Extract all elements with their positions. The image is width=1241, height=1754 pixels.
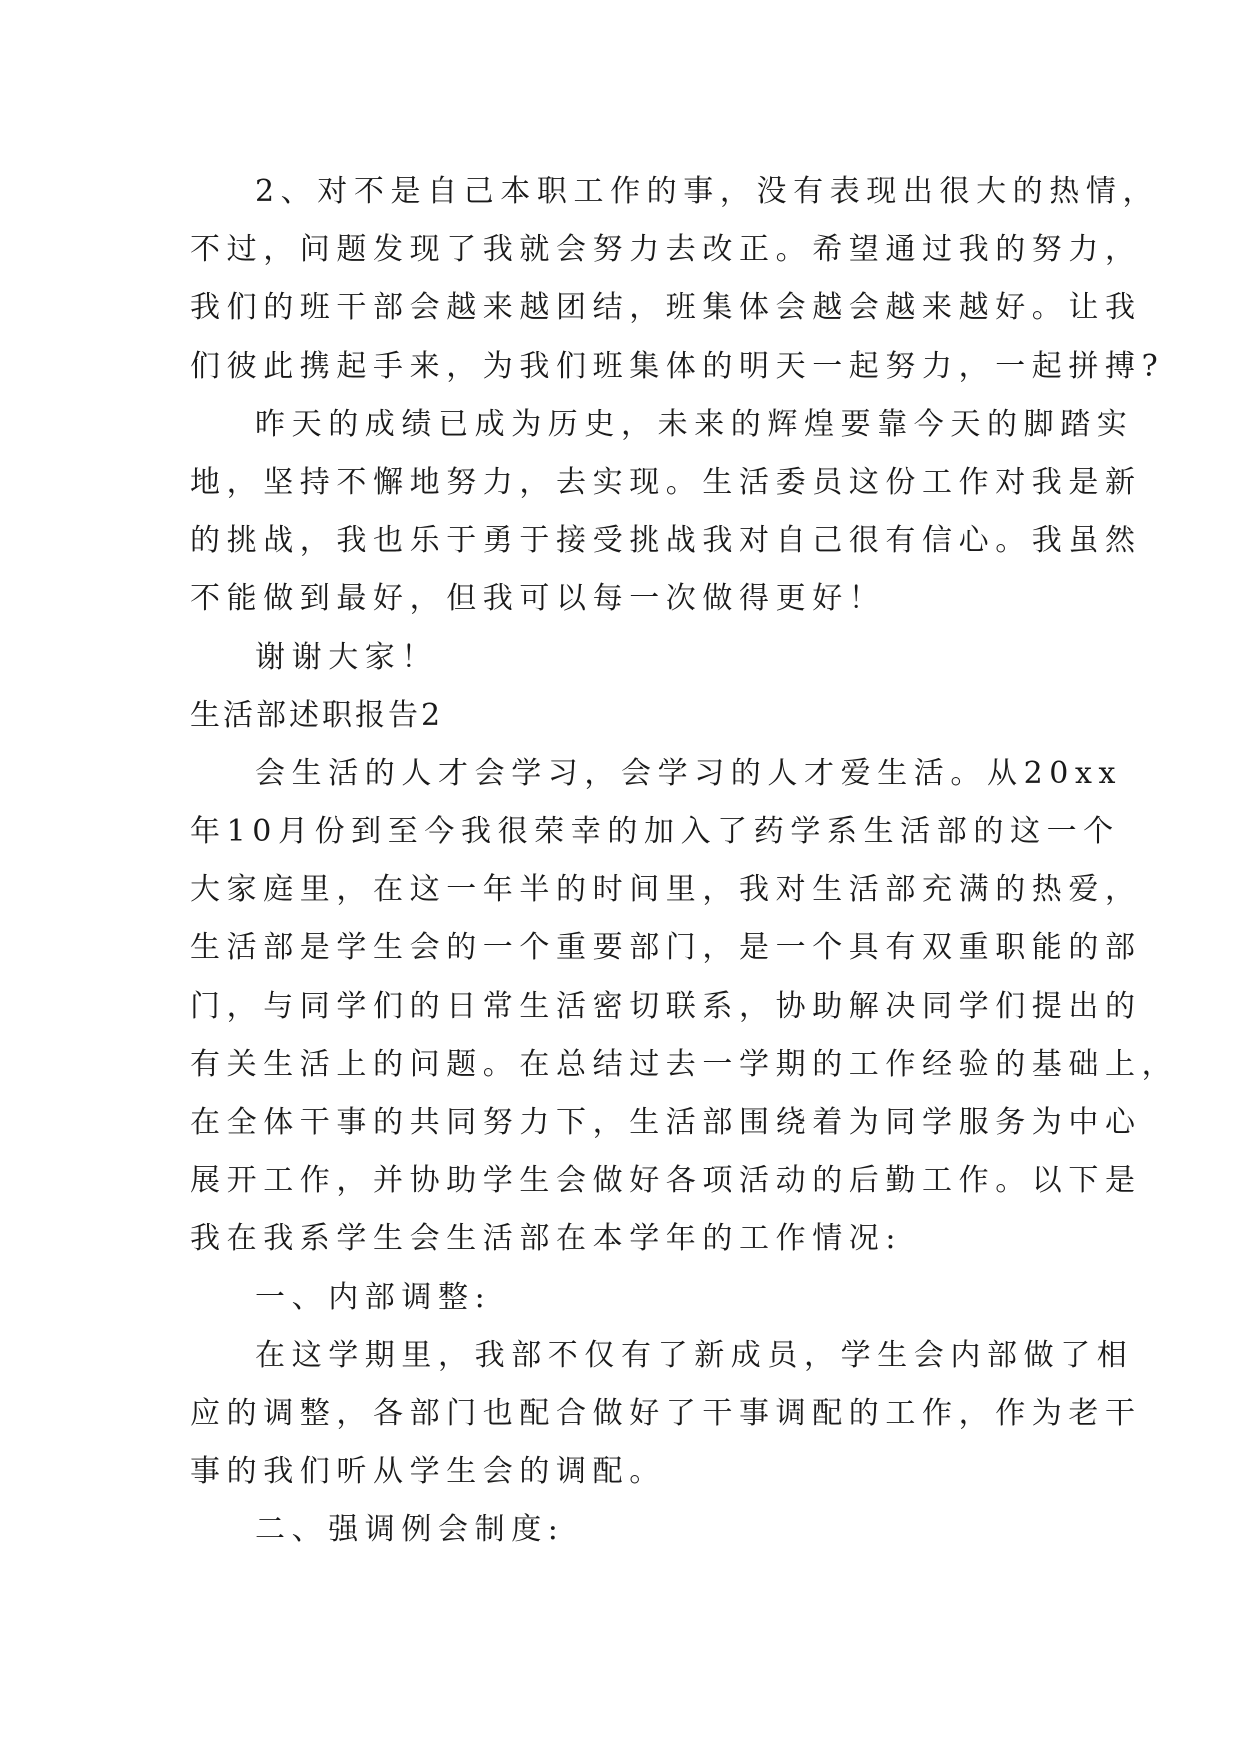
text-line: 会生活的人才会学习，会学习的人才爱生活。从20xx [255,755,1123,791]
text-line: 事的我们听从学生会的调配。 [190,1454,666,1490]
section-heading: 生活部述职报告2 [190,697,444,733]
text-line: 有关生活上的问题。在总结过去一学期的工作经验的基础上， [190,1046,1179,1082]
text-line: 谢谢大家！ [255,639,438,675]
text-line: 一、内部调整: [255,1279,492,1315]
text-line: 2、对不是自己本职工作的事，没有表现出很大的热情， [255,174,1160,209]
text-line: 我在我系学生会生活部在本学年的工作情况: [190,1221,903,1257]
text-line: 年10月份到至今我很荣幸的加入了药学系生活部的这一个 [190,814,1120,850]
document-body [190,163,1179,1560]
text-line: 大家庭里，在这一年半的时间里，我对生活部充满的热爱， [190,872,1142,908]
text-line: 我们的班干部会越来越团结，班集体会越会越来越好。让我 [190,290,1142,326]
text-line: 门，与同学们的日常生活密切联系，协助解决同学们提出的 [190,988,1142,1024]
text-line: 在全体干事的共同努力下，生活部围绕着为同学服务为中心 [190,1105,1142,1140]
text-line: 不能做到最好，但我可以每一次做得更好！ [190,581,886,617]
text-line: 应的调整，各部门也配合做好了干事调配的工作，作为老干 [190,1395,1142,1431]
text-line: 昨天的成绩已成为历史，未来的辉煌要靠今天的脚踏实 [255,406,1134,442]
text-line: 二、强调例会制度: [255,1512,565,1548]
text-line: 的挑战，我也乐于勇于接受挑战我对自己很有信心。我虽然 [190,523,1142,559]
text-line: 展开工作，并协助学生会做好各项活动的后勤工作。以下是 [190,1163,1142,1199]
text-line: 生活部是学生会的一个重要部门，是一个具有双重职能的部 [190,930,1142,966]
text-line: 们彼此携起手来，为我们班集体的明天一起努力，一起拼搏? [190,348,1165,384]
text-line: 在这学期里，我部不仅有了新成员，学生会内部做了相 [255,1337,1134,1373]
text-line: 不过，问题发现了我就会努力去改正。希望通过我的努力， [190,232,1142,268]
text-line: 地，坚持不懈地努力，去实现。生活委员这份工作对我是新 [190,464,1142,500]
